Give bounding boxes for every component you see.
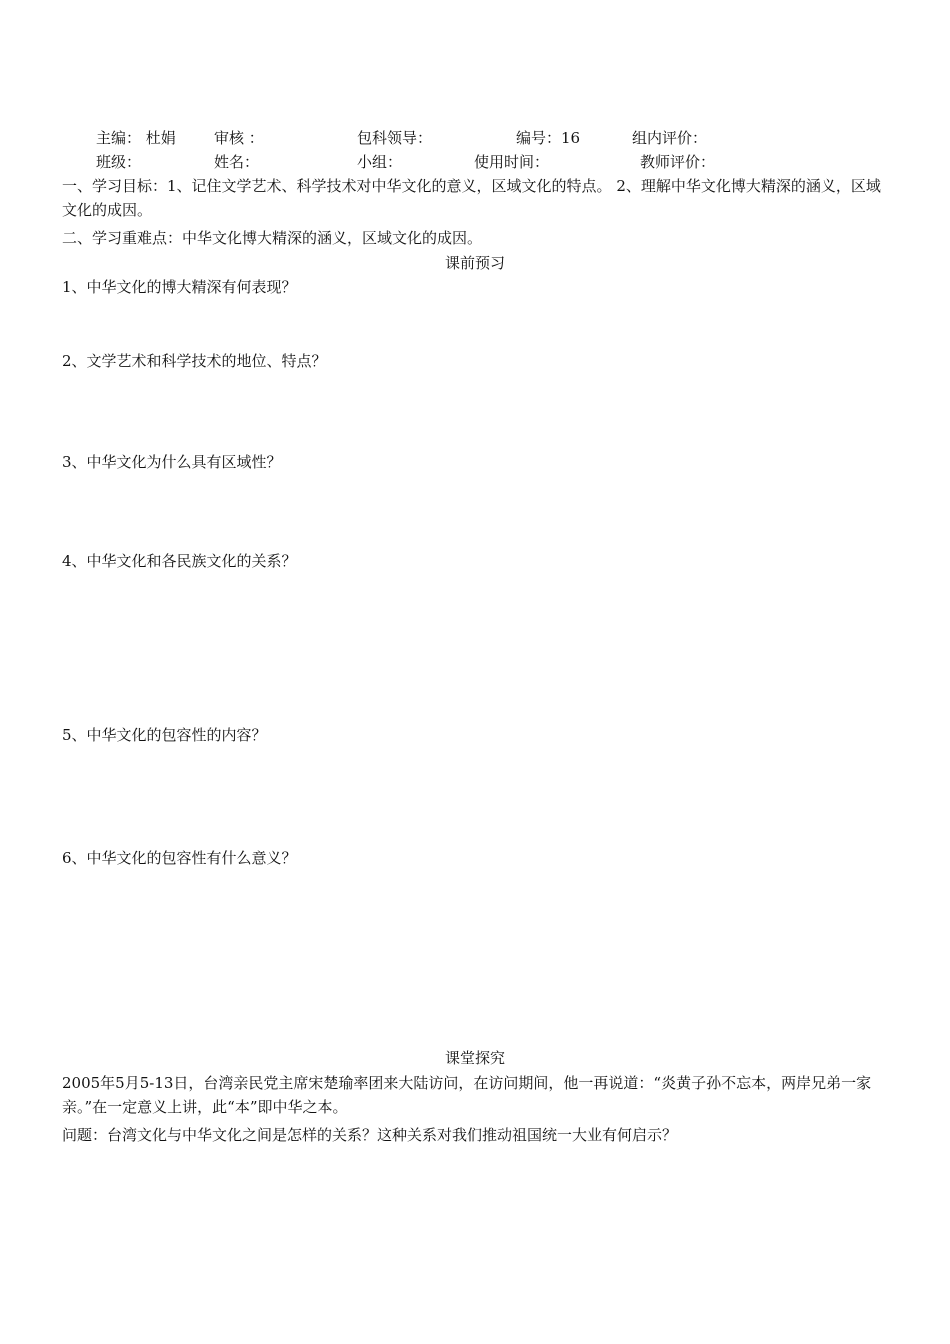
- editor-label: 主编： 杜娟: [96, 129, 176, 147]
- explore-question: 问题：台湾文化与中华文化之间是怎样的关系？这种关系对我们推动祖国统一大业有何启示？: [62, 1126, 678, 1144]
- reviewer-label: 审核 ：: [214, 129, 264, 147]
- question-6: 6、中华文化的包容性有什么意义？: [62, 849, 297, 867]
- time-label: 使用时间：: [474, 153, 550, 171]
- group-eval-label: 组内评价：: [632, 129, 708, 147]
- name-label: 姓名：: [214, 153, 260, 171]
- number-label: 编号：16: [516, 129, 581, 147]
- question-3: 3、中华文化为什么具有区域性？: [62, 453, 282, 471]
- group-label: 小组：: [357, 153, 403, 171]
- question-5: 5、中华文化的包容性的内容？: [62, 726, 267, 744]
- question-4: 4、中华文化和各民族文化的关系？: [62, 552, 297, 570]
- learning-objectives: 一、学习目标：1、记住文学艺术、科学技术对中华文化的意义，区域文化的特点。 2、理解中华文化博大精深的涵义，区域文化的成因。: [62, 177, 881, 219]
- question-2: 2、文学艺术和科学技术的地位、特点？: [62, 352, 327, 370]
- class-label: 班级：: [96, 153, 142, 171]
- explore-title: 课堂探究: [444, 1049, 505, 1067]
- preview-title: 课前预习: [444, 254, 505, 272]
- header-row-1: [0, 128, 950, 148]
- explore-passage: 2005年5月5-13日，台湾亲民党主席宋楚瑜率团来大陆访问，在访问期间，他一再说道：“炎黄子孙不忘本，两岸兄弟一家亲。”在一定意义上讲，此“本”即中华之本。: [62, 1074, 872, 1116]
- header-row-2: [0, 152, 950, 172]
- leader-label: 包科领导：: [357, 129, 433, 147]
- key-points: 二、学习重难点：中华文化博大精深的涵义，区域文化的成因。: [62, 229, 483, 247]
- teacher-eval-label: 教师评价：: [640, 153, 716, 171]
- question-1: 1、中华文化的博大精深有何表现？: [62, 278, 297, 296]
